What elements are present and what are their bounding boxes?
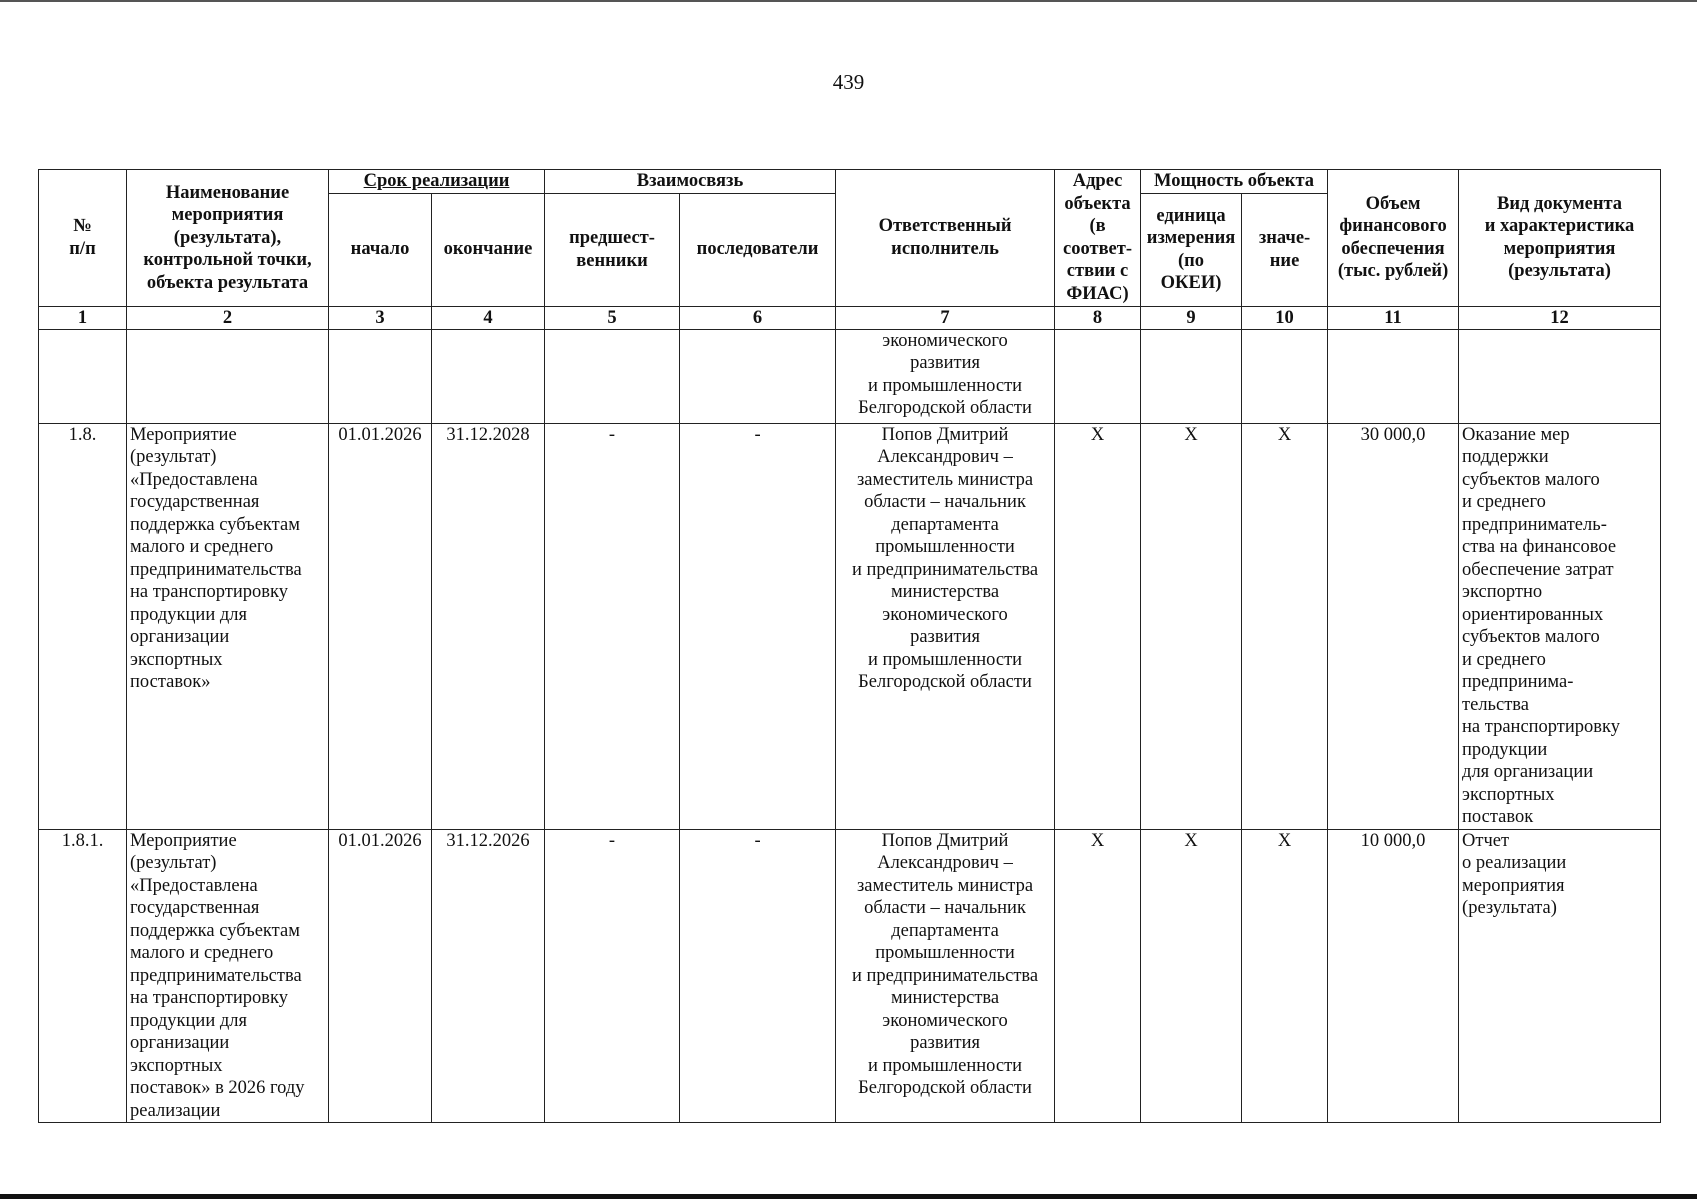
column-number: 1 — [39, 306, 127, 329]
cell-doc-type: Оказание мер поддержки субъектов малого и среднего предприниматель- ства на финансовое обеспечение затрат экспортно ориентированных субъектов малого и среднего предпринима- тельства на транспортировку продукции для организации экспортных поставок — [1459, 423, 1661, 829]
cell-empty — [329, 329, 432, 423]
column-number: 7 — [836, 306, 1055, 329]
cell-no: 1.8.1. — [39, 829, 127, 1123]
cell-start: 01.01.2026 — [329, 423, 432, 829]
cell-unit: X — [1141, 423, 1242, 829]
header-predecessors: предшест- венники — [545, 193, 680, 306]
column-number: 4 — [432, 306, 545, 329]
header-period-group: Срок реализации — [329, 170, 545, 194]
cell-responsible: Попов Дмитрий Александрович – заместитель министра области – начальник департамента промышленности и предпринимательства министерства экономического развития и промышленности Белгородской области — [836, 829, 1055, 1123]
header-no: № п/п — [39, 170, 127, 307]
header-row-group — [39, 170, 1661, 194]
cell-finance: 30 000,0 — [1328, 423, 1459, 829]
header-start: начало — [329, 193, 432, 306]
column-number: 11 — [1328, 306, 1459, 329]
column-number: 6 — [680, 306, 836, 329]
cell-empty — [545, 329, 680, 423]
column-number: 9 — [1141, 306, 1242, 329]
column-number: 3 — [329, 306, 432, 329]
cell-address: X — [1055, 829, 1141, 1123]
cell-empty — [1055, 329, 1141, 423]
cell-no: 1.8. — [39, 423, 127, 829]
cell-start: 01.01.2026 — [329, 829, 432, 1123]
header-link-group: Взаимосвязь — [545, 170, 836, 194]
column-number: 10 — [1242, 306, 1328, 329]
column-number: 8 — [1055, 306, 1141, 329]
cell-end: 31.12.2026 — [432, 829, 545, 1123]
page-number: 439 — [832, 70, 865, 94]
cell-responsible: экономического развития и промышленности Белгородской области — [836, 329, 1055, 423]
header-name: Наименование мероприятия (результата), контрольной точки, объекта результата — [127, 170, 329, 307]
table-row — [39, 423, 1661, 829]
cell-predecessors: - — [545, 423, 680, 829]
cell-successors: - — [680, 423, 836, 829]
header-responsible: Ответственный исполнитель — [836, 170, 1055, 307]
cell-name: Мероприятие (результат) «Предоставлена государственная поддержка субъектам малого и среднего предпринимательства на транспортировку продукции для организации экспортных поставок» в 2026 году реализации — [127, 829, 329, 1123]
cell-predecessors: - — [545, 829, 680, 1123]
cell-value: X — [1242, 423, 1328, 829]
cell-empty — [1459, 329, 1661, 423]
cell-empty — [127, 329, 329, 423]
cell-responsible: Попов Дмитрий Александрович – заместитель министра области – начальник департамента промышленности и предпринимательства министерства экономического развития и промышленности Белгородской области — [836, 423, 1055, 829]
column-number: 12 — [1459, 306, 1661, 329]
cell-empty — [432, 329, 545, 423]
top-scan-border — [0, 0, 1697, 2]
column-number-row — [39, 306, 1661, 329]
cell-finance: 10 000,0 — [1328, 829, 1459, 1123]
header-unit: единица измерения (по ОКЕИ) — [1141, 193, 1242, 306]
cell-unit: X — [1141, 829, 1242, 1123]
plan-table — [38, 169, 1661, 1123]
header-doc-type: Вид документа и характеристика мероприятия (результата) — [1459, 170, 1661, 307]
header-address: Адрес объекта (в соответ- ствии с ФИАС) — [1055, 170, 1141, 307]
header-capacity-group: Мощность объекта — [1141, 170, 1328, 194]
cell-empty — [680, 329, 836, 423]
header-successors: последователи — [680, 193, 836, 306]
cell-end: 31.12.2028 — [432, 423, 545, 829]
table-row-continuation — [39, 329, 1661, 423]
table-row — [39, 829, 1661, 1123]
cell-empty — [1242, 329, 1328, 423]
cell-name: Мероприятие (результат) «Предоставлена государственная поддержка субъектам малого и среднего предпринимательства на транспортировку продукции для организации экспортных поставок» — [127, 423, 329, 829]
cell-successors: - — [680, 829, 836, 1123]
bottom-scan-border — [0, 1194, 1697, 1199]
cell-empty — [1328, 329, 1459, 423]
cell-value: X — [1242, 829, 1328, 1123]
header-finance: Объем финансового обеспечения (тыс. рублей) — [1328, 170, 1459, 307]
cell-doc-type: Отчет о реализации мероприятия (результата) — [1459, 829, 1661, 1123]
cell-empty — [1141, 329, 1242, 423]
column-number: 5 — [545, 306, 680, 329]
cell-address: X — [1055, 423, 1141, 829]
cell-empty — [39, 329, 127, 423]
header-value: значе- ние — [1242, 193, 1328, 306]
column-number: 2 — [127, 306, 329, 329]
header-end: окончание — [432, 193, 545, 306]
